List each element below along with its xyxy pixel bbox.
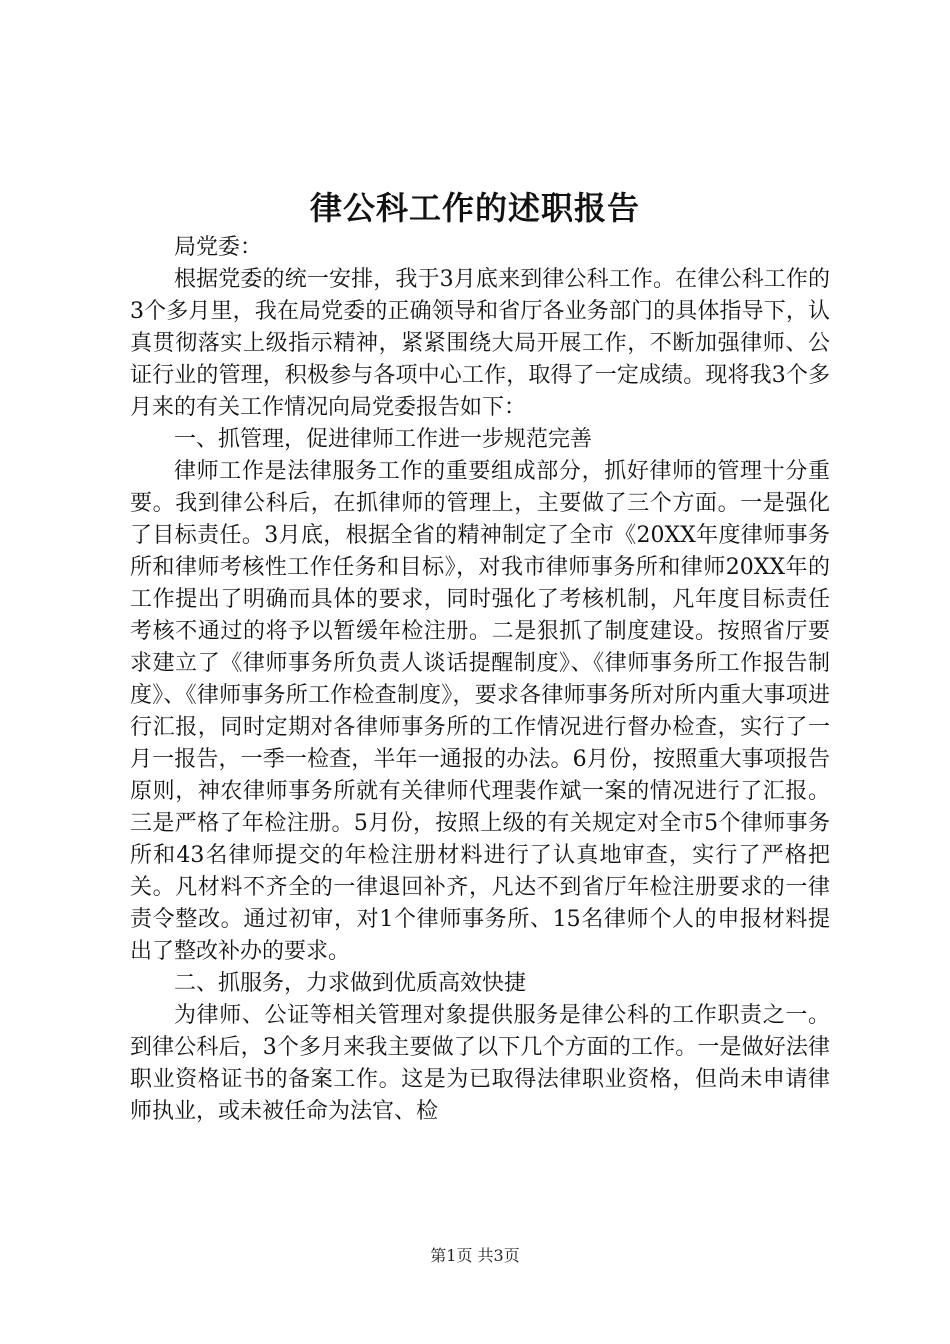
section-heading-1: 一、抓管理，促进律师工作进一步规范完善 bbox=[174, 427, 593, 452]
body-paragraph-intro: 根据党委的统一安排，我于3月底来到律公科工作。在律公科工作的3个多月里，我在局党委的正确领导和省厅各业务部门的具体指导下，认真贯彻落实上级指示精神，紧紧围绕大局开展工作，不断加强律师、公证行业的管理，积极参与各项中心工作，取得了一定成绩。现将我3个多月来的有关工作情况向局党委报告如下： bbox=[130, 267, 830, 420]
body-paragraph-management: 律师工作是法律服务工作的重要组成部分，抓好律师的管理十分重要。我到律公科后，在抓律师的管理上，主要做了三个方面。一是强化了目标责任。3月底，根据全省的精神制定了全市《20XX年度律师事务所和律师考核性工作任务和目标》，对我市律师事务所和律师20XX年的工作提出了明确而具体的要求，同时强化了考核机制，凡年度目标责任考核不通过的将予以暂缓年检注册。二是狠抓了制度建设。按照省厅要求建立了《律师事务所负责人谈话提醒制度》、《律师事务所工作报告制度》、《律师事务所工作检查制度》，要求各律师事务所对所内重大事项进行汇报，同时定期对各律师事务所的工作情况进行督办检查，实行了一月一报告，一季一检查，半年一通报的办法。6月份，按照重大事项报告原则，神农律师事务所就有关律师代理裴作斌一案的情况进行了汇报。三是严格了年检注册。5月份，按照上级的有关规定对全市5个律师事务所和43名律师提交的年检注册材料进行了认真地审查，实行了严格把关。凡材料不齐全的一律退回补齐，凡达不到省厅年检注册要求的一律责令整改。通过初审，对1个律师事务所、15名律师个人的申报材料提出了整改补办的要求。 bbox=[130, 459, 830, 964]
document-title: 律公科工作的述职报告 bbox=[309, 189, 640, 227]
salutation: 局党委： bbox=[174, 235, 263, 260]
page-indicator: 第1页 共3页 bbox=[430, 1246, 520, 1265]
document-body bbox=[130, 232, 830, 1128]
body-paragraph-service: 为律师、公证等相关管理对象提供服务是律公科的工作职责之一。到律公科后，3个多月来我主要做了以下几个方面的工作。一是做好法律职业资格证书的备案工作。这是为已取得法律职业资格，但尚未申请律师执业，或未被任命为法官、检 bbox=[130, 1003, 830, 1124]
section-heading-2: 二、抓服务，力求做到优质高效快捷 bbox=[174, 971, 527, 996]
